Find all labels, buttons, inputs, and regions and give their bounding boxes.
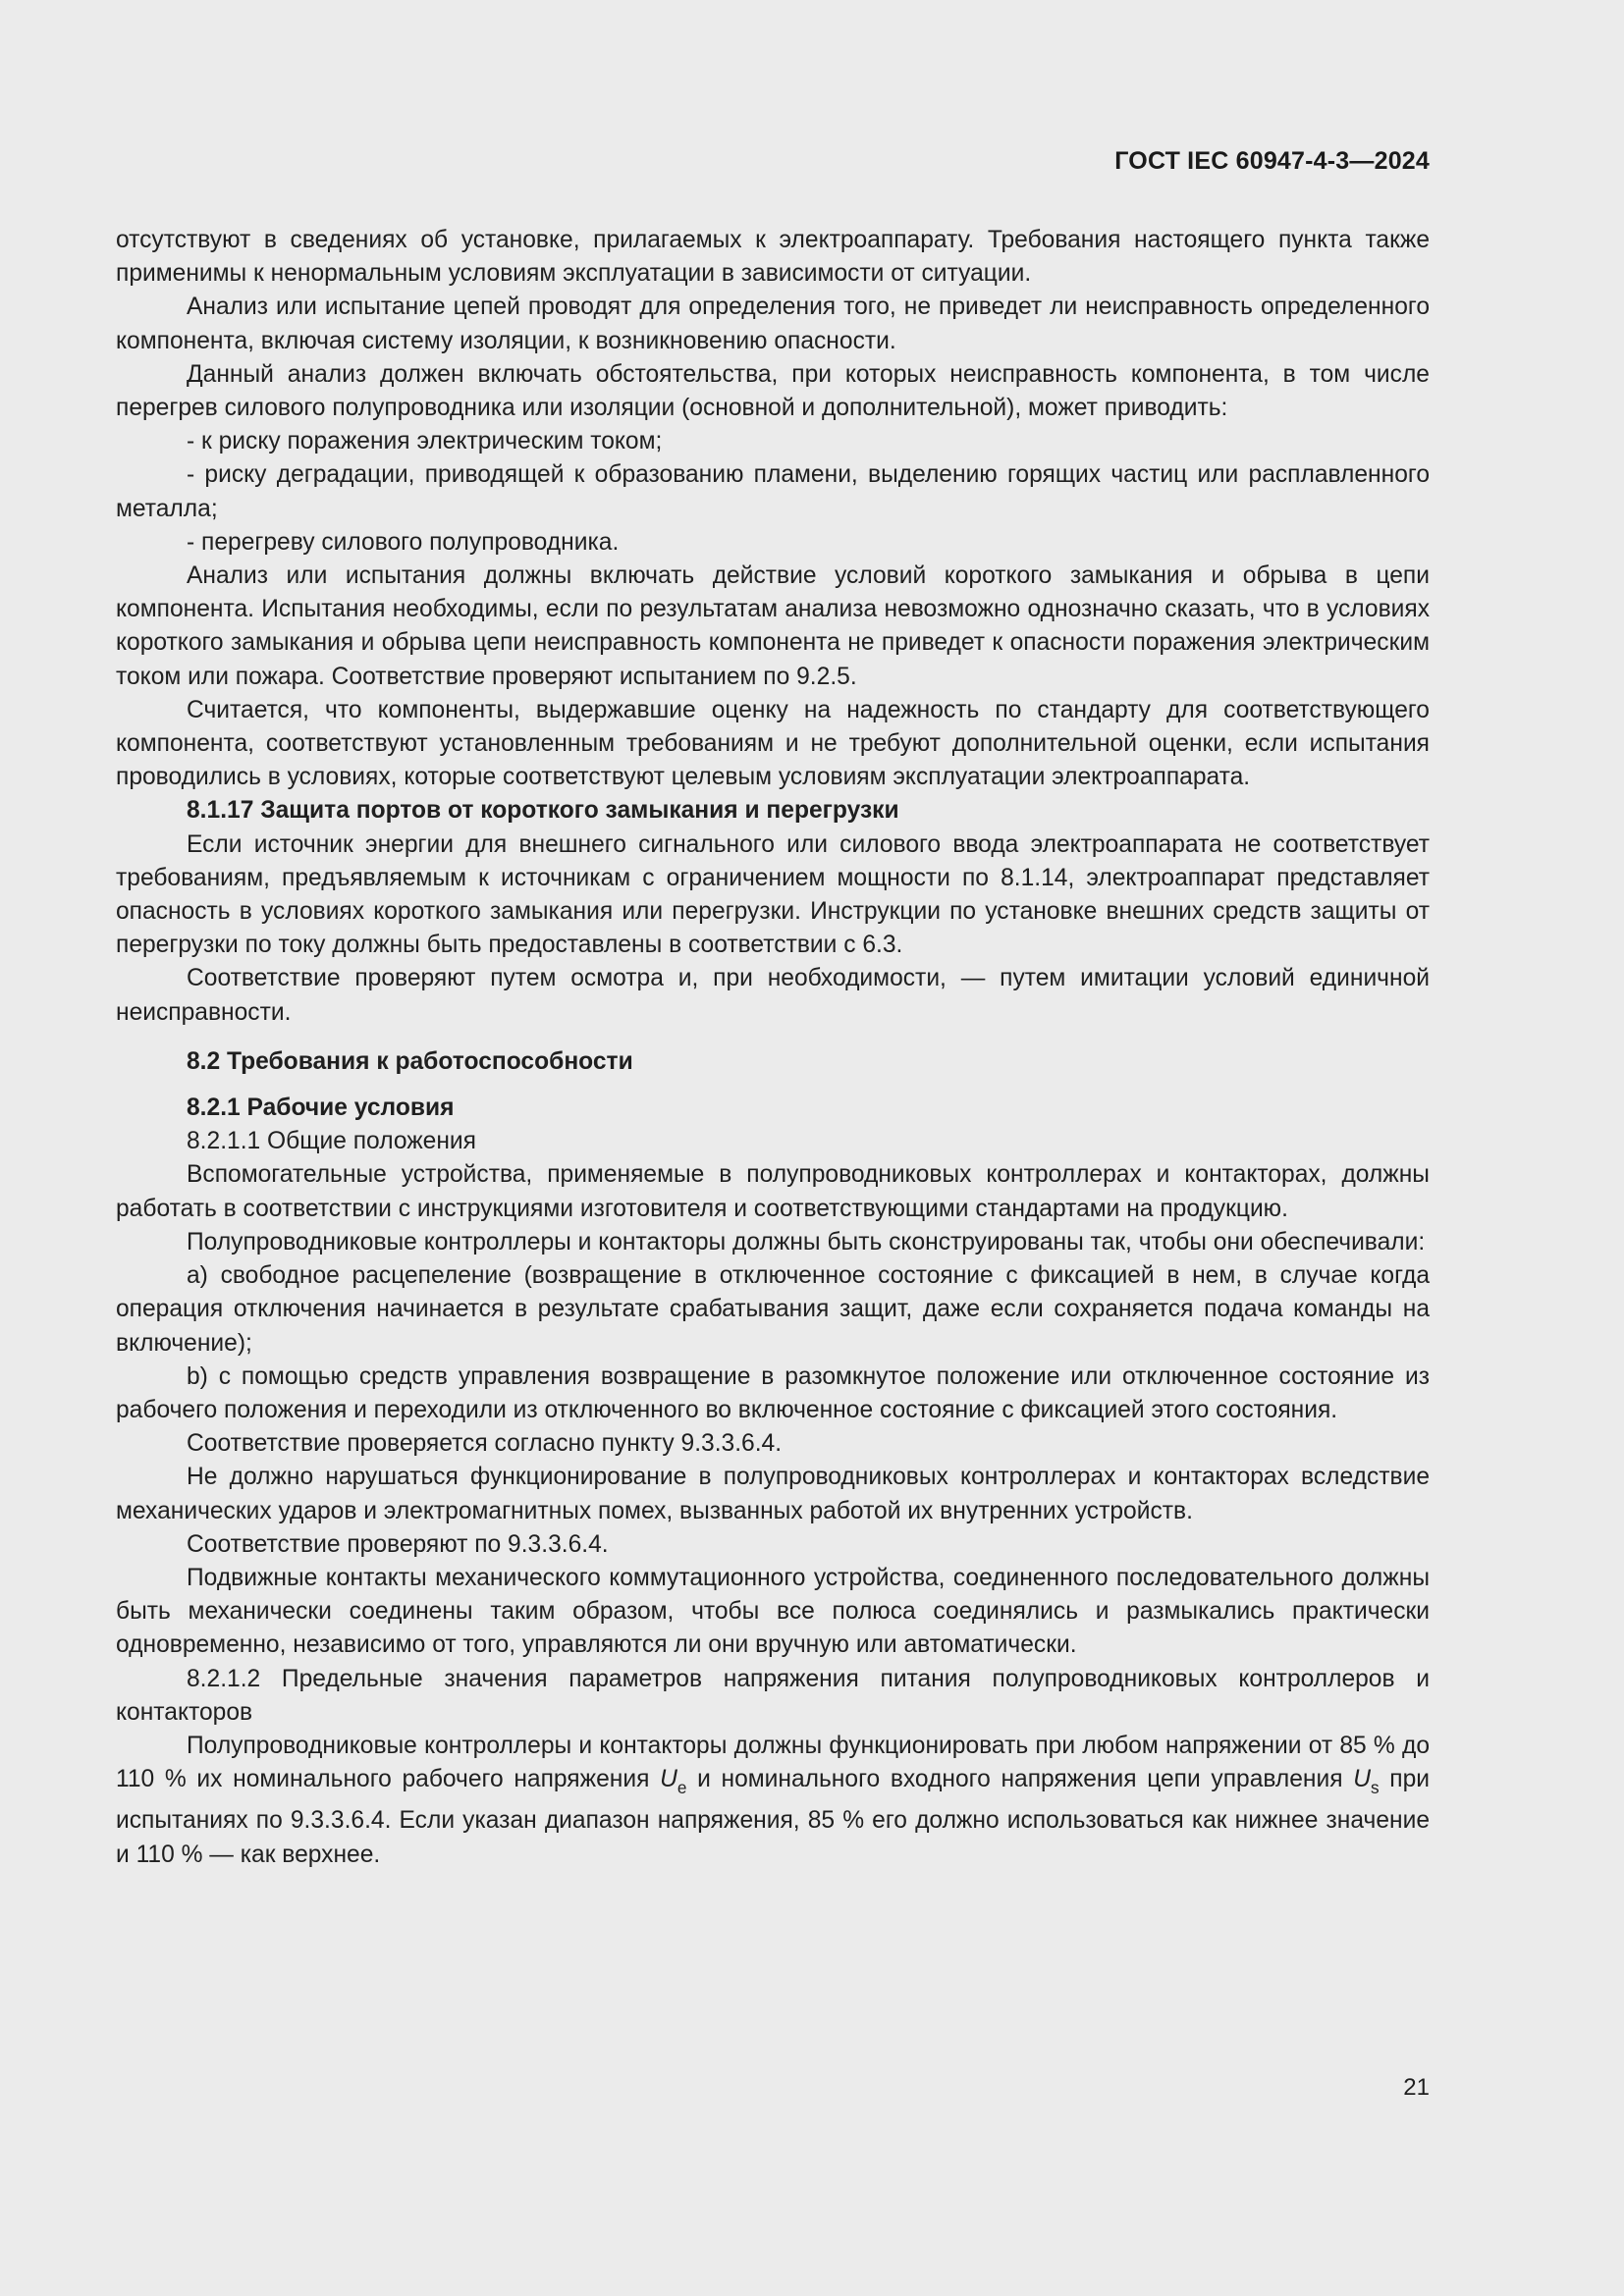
paragraph: Подвижные контакты механического коммутационного устройства, соединенного последовательного должны быть механически соединены таким образом, чтобы все полюса соединялись и размыкались практически одновременно, независимо от того, управляются ли они вручную или автоматически. <box>116 1564 1430 1659</box>
paragraph: Не должно нарушаться функционирование в полупроводниковых контроллерах и контакторах вследствие механических ударов и электромагнитных помех, вызванных работой их внутренних устройств. <box>116 1464 1430 1524</box>
paragraph: Данный анализ должен включать обстоятельства, при которых неисправность компонента, в том числе перегрев силового полупроводника или изоляции (основной и дополнительной), может приводить: <box>116 360 1430 422</box>
list-item: b) с помощью средств управления возвращение в разомкнутое положение или отключенное состояние из рабочего положения и переходили из отключенного во включенное состояние с фиксацией этого состояния. <box>116 1362 1430 1423</box>
voltage-text-part1: Полупроводниковые контроллеры и контакторы должны функционировать при любом напряжении от 85 % до 110 % их номинального рабочего напряжения <box>116 1732 1430 1793</box>
page-number: 21 <box>1403 2074 1430 2101</box>
paragraph: Вспомогательные устройства, применяемые в полупроводниковых контроллерах и контакторах, должны работать в соответствии с инструкциями изготовителя и соответствующими стандартами на продукцию. <box>116 1161 1430 1222</box>
document-code-header: ГОСТ IEC 60947-4-3—2024 <box>1114 147 1430 175</box>
section-heading-8-2-1: 8.2.1 Рабочие условия <box>187 1095 455 1122</box>
list-item: a) свободное расцепеление (возвращение в отключенное состояние с фиксацией в нем, в случае когда операция отключения начинается в результате срабатывания защит, даже если сохраняется подача команды на включение); <box>116 1262 1430 1357</box>
paragraph-voltage-limits <box>116 1730 1430 1872</box>
paragraph: Соответствие проверяется согласно пункту 9.3.3.6.4. <box>187 1430 783 1458</box>
ue-subscript: e <box>677 1778 687 1798</box>
paragraph: Анализ или испытания должны включать действие условий короткого замыкания и обрыва в цепи компонента. Испытания необходимы, если по результатам анализа невозможно однозначно сказать, что в условиях короткого замыкания и обрыва цепи неисправность компонента не приведет к опасности поражения электрическим током или пожара. Соответствие проверяют испытанием по 9.2.5. <box>116 562 1430 690</box>
paragraph: Соответствие проверяют по 9.3.3.6.4. <box>187 1530 609 1558</box>
us-subscript: s <box>1370 1778 1380 1798</box>
list-item: - риску деградации, приводящей к образованию пламени, выделению горящих частиц или расплавленного металла; <box>116 461 1430 522</box>
paragraph: отсутствуют в сведениях об установке, прилагаемых к электроаппарату. Требования настоящего пункта также применимы к ненормальным условиям эксплуатации в зависимости от ситуации. <box>116 227 1430 288</box>
us-symbol: U <box>1353 1766 1371 1793</box>
section-heading-8-2: 8.2 Требования к работоспособности <box>187 1047 633 1075</box>
ue-symbol: U <box>660 1766 677 1793</box>
paragraph: Полупроводниковые контроллеры и контакторы должны быть сконструированы так, чтобы они обеспечивали: <box>187 1228 1426 1255</box>
subsection-heading-8-2-1-1: 8.2.1.1 Общие положения <box>187 1128 476 1155</box>
paragraph: Считается, что компоненты, выдержавшие оценку на надежность по стандарту для соответствующего компонента, соответствуют установленным требованиям и не требуют дополнительной оценки, если испытания проводились в условиях, которые соответствуют целевым условиям эксплуатации электроаппарата. <box>116 696 1430 791</box>
page-body <box>116 224 1430 1872</box>
paragraph: Соответствие проверяют путем осмотра и, при необходимости, — путем имитации условий единичной неисправности. <box>116 965 1430 1026</box>
voltage-text-part3: при испытаниях по 9.3.3.6.4. Если указан диапазон напряжения, 85 % его должно использоваться как нижнее значение и 110 % — как верхнее. <box>116 1766 1430 1868</box>
section-heading-8-1-17: 8.1.17 Защита портов от короткого замыкания и перегрузки <box>187 797 899 825</box>
paragraph: Если источник энергии для внешнего сигнального или силового ввода электроаппарата не соответствует требованиям, предъявляемым к источникам с ограничением мощности по 8.1.14, электроаппарат представляет опасность в условиях короткого замыкания или перегрузки. Инструкции по установке внешних средств защиты от перегрузки по току должны быть предоставлены в соответствии с 6.3. <box>116 830 1430 959</box>
list-item: - к риску поражения электрическим током; <box>187 428 663 455</box>
list-item: - перегреву силового полупроводника. <box>187 528 620 556</box>
voltage-text-part2: и номинального входного напряжения цепи управления <box>686 1766 1354 1793</box>
subsection-heading-8-2-1-2: 8.2.1.2 Предельные значения параметров напряжения питания полупроводниковых контроллеров и контакторов <box>116 1665 1430 1726</box>
paragraph: Анализ или испытание цепей проводят для определения того, не приведет ли неисправность определенного компонента, включая систему изоляции, к возникновению опасности. <box>116 294 1430 354</box>
